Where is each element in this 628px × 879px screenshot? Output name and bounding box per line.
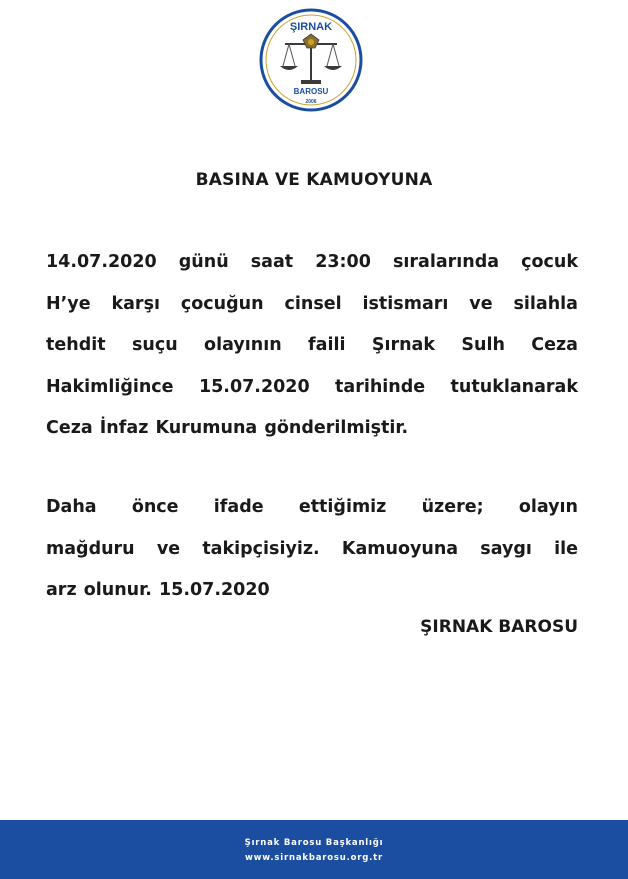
- footer-bar: [0, 820, 628, 879]
- footer-website-link[interactable]: www.sirnakbarosu.org.tr: [244, 853, 384, 863]
- signature: ŞIRNAK BAROSU: [420, 617, 578, 637]
- paragraph-line: Daha önce ifade ettiğimiz üzere; olayın: [46, 497, 578, 517]
- paragraph-announcement: [46, 242, 578, 450]
- paragraph-line: 14.07.2020 günü saat 23:00 sıralarında çocuk: [46, 252, 578, 272]
- logo-top-text: ŞIRNAK: [289, 21, 333, 33]
- document-heading: BASINA VE KAMUOYUNA: [195, 170, 433, 190]
- paragraph-statement: [46, 487, 578, 612]
- paragraph-line: H’ye karşı çocuğun cinsel istismarı ve silahla: [46, 293, 578, 314]
- logo-bottom-text: BAROSU: [293, 87, 329, 96]
- logo-year: 2006: [305, 99, 317, 105]
- paragraph-line: mağduru ve takipçisiyiz. Kamuoyuna saygı ile: [46, 538, 578, 559]
- bar-association-logo: [259, 8, 363, 112]
- paragraph-line: tehdit suçu olayının faili Şırnak Sulh Ceza: [46, 335, 578, 355]
- footer-organization: Şırnak Barosu Başkanlığı: [244, 838, 384, 848]
- paragraph-line: Ceza İnfaz Kurumuna gönderilmiştir.: [46, 418, 409, 438]
- paragraph-line: arz olunur. 15.07.2020: [46, 580, 270, 600]
- paragraph-line: Hakimliğince 15.07.2020 tarihinde tutuklanarak: [46, 376, 578, 397]
